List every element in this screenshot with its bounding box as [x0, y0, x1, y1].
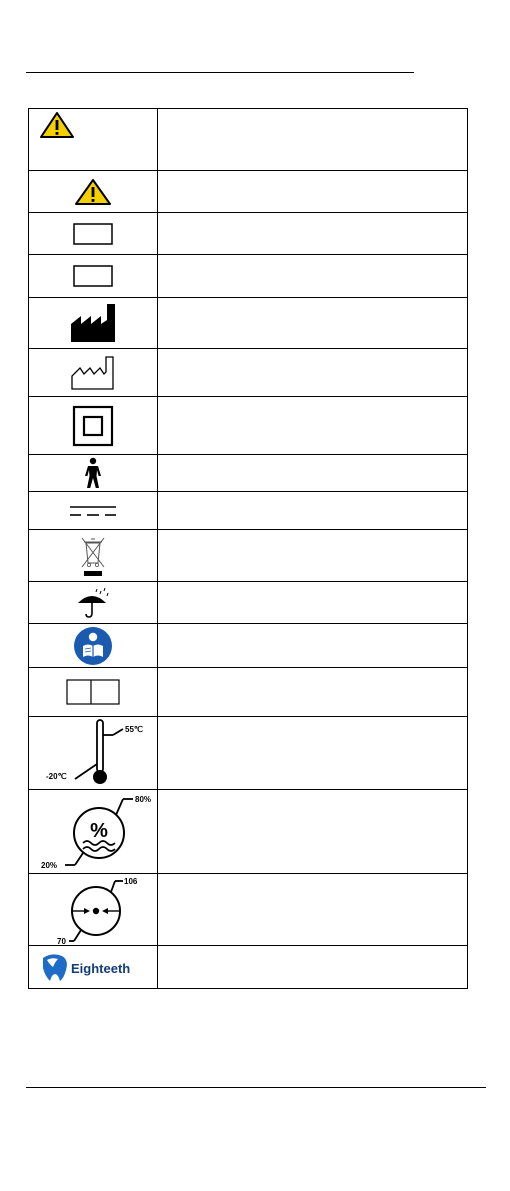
symbol-cell: [29, 255, 158, 298]
description-cell: [158, 171, 468, 213]
table-row: [29, 213, 468, 255]
table-row: [29, 109, 468, 171]
split-box-icon: [66, 679, 120, 705]
symbol-cell: [29, 397, 158, 455]
symbol-cell: [29, 492, 158, 530]
humidity-min-label: 20%: [41, 860, 58, 870]
table-row: [29, 171, 468, 213]
direct-current-icon: [67, 501, 119, 521]
logo-text: Eighteeth: [71, 961, 131, 976]
description-cell: [158, 790, 468, 874]
description-cell: [158, 397, 468, 455]
type-b-applied-part-person-icon: [81, 457, 105, 489]
symbol-cell: [29, 790, 158, 874]
description-cell: [158, 109, 468, 171]
symbol-cell: [29, 213, 158, 255]
symbol-cell: [29, 171, 158, 213]
temperature-limit-thermometer-icon: [33, 717, 153, 789]
weee-crossed-bin-icon: [78, 534, 108, 578]
date-of-manufacture-factory-outline-icon: [69, 354, 117, 392]
symbol-cell: [29, 624, 158, 668]
description-cell: [158, 349, 468, 397]
symbols-table: [28, 108, 468, 989]
table-row: [29, 717, 468, 790]
header-rule: [26, 72, 414, 73]
description-cell: [158, 455, 468, 492]
blank-box-icon: [73, 264, 113, 288]
table-row: [29, 397, 468, 455]
description-cell: [158, 874, 468, 946]
temperature-min-label: -20℃: [46, 772, 67, 781]
manufacturer-filled-factory-icon: [69, 302, 117, 344]
symbol-cell: [29, 455, 158, 492]
table-row: [29, 530, 468, 582]
description-cell: [158, 530, 468, 582]
blank-box-icon: [73, 222, 113, 246]
pressure-min-label: 70: [57, 936, 66, 945]
symbol-cell: [29, 530, 158, 582]
symbol-cell: [29, 668, 158, 717]
symbol-cell: [29, 349, 158, 397]
warning-triangle-icon: [73, 177, 113, 207]
read-instructions-manual-icon: [73, 626, 113, 666]
table-row: [29, 874, 468, 946]
symbol-cell: [29, 717, 158, 790]
table-row: [29, 455, 468, 492]
eighteeth-logo-icon: [38, 950, 148, 984]
table-row: [29, 790, 468, 874]
temperature-max-label: 55℃: [125, 725, 143, 734]
description-cell: [158, 298, 468, 349]
description-cell: [158, 668, 468, 717]
atmospheric-pressure-limit-icon: [29, 875, 157, 945]
description-cell: [158, 717, 468, 790]
pressure-max-label: 106: [124, 876, 138, 886]
svg-text:%: %: [90, 819, 108, 842]
description-cell: [158, 624, 468, 668]
footer-rule: [26, 1087, 486, 1088]
symbol-cell: [29, 298, 158, 349]
symbol-cell: [29, 109, 158, 171]
description-cell: [158, 213, 468, 255]
table-row: [29, 349, 468, 397]
humidity-max-label: 80%: [135, 794, 152, 804]
description-cell: [158, 492, 468, 530]
humidity-limit-icon: [29, 791, 157, 873]
class-ii-double-square-icon: [71, 404, 115, 448]
table-row: [29, 255, 468, 298]
table-row: [29, 668, 468, 717]
symbol-cell: [29, 582, 158, 624]
keep-dry-umbrella-icon: [75, 586, 111, 620]
table-row: [29, 624, 468, 668]
table-row: [29, 582, 468, 624]
description-cell: [158, 255, 468, 298]
warning-triangle-icon: [29, 109, 157, 169]
table-row: [29, 946, 468, 989]
symbol-cell: [29, 874, 158, 946]
table-row: [29, 298, 468, 349]
description-cell: [158, 946, 468, 989]
table-row: [29, 492, 468, 530]
description-cell: [158, 582, 468, 624]
symbol-cell: [29, 946, 158, 989]
